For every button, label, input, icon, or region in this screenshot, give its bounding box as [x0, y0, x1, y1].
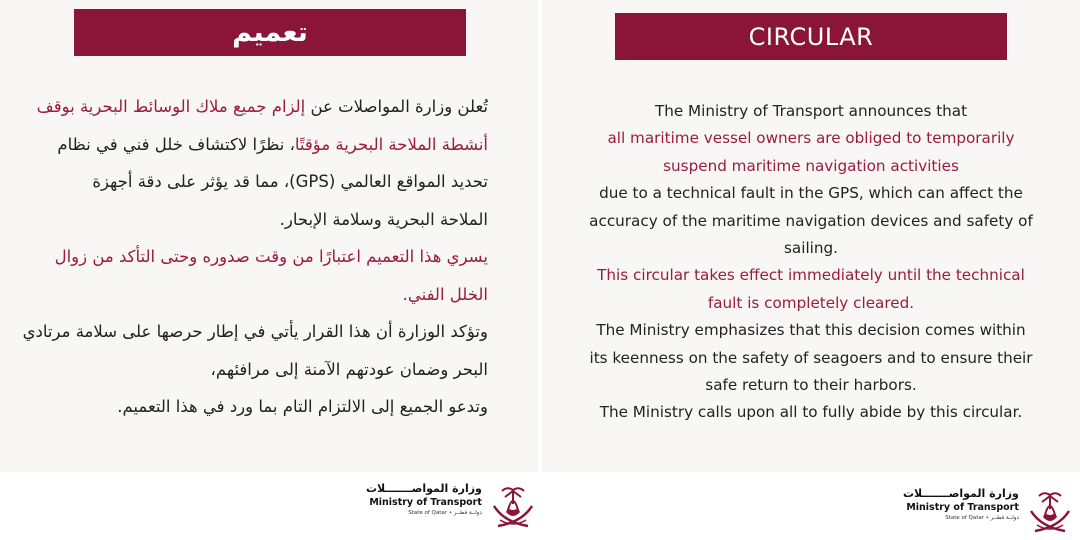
logo-english-name: Ministry of Transport [369, 497, 482, 508]
logo-english-name: Ministry of Transport [906, 502, 1019, 513]
arabic-line: الملاحة البحرية وسلامة الإبحار. [279, 209, 488, 229]
arabic-line-highlight: الخلل الفني. [402, 284, 488, 304]
arabic-line-plain: تُعلن وزارة المواصلات عن [305, 97, 488, 116]
arabic-line-highlight: أنشطة الملاحة البحرية مؤقتًا [294, 134, 488, 154]
arabic-body [22, 88, 488, 426]
arabic-title-banner [74, 9, 466, 56]
arabic-line [40, 126, 488, 164]
english-line: safe return to their harbors. [705, 375, 917, 394]
logo-state-name: State of Qatar • دولــة قطــر [945, 515, 1019, 521]
logo-wordmark [903, 487, 1019, 522]
english-line: The Ministry emphasizes that this decision comes within [596, 321, 1026, 340]
english-line: its keenness on the safety of seagoers and to ensure their [589, 348, 1033, 367]
ministry-logo-left [366, 482, 538, 530]
arabic-line: تحديد المواقع العالمي (GPS)، مما قد يؤثر على دقة أجهزة [92, 172, 488, 191]
arabic-circular-panel [0, 0, 538, 472]
arabic-line-plain: ، نظرًا لاكتشاف خلل فني في نظام [57, 134, 295, 154]
english-line: accuracy of the maritime navigation devices and safety of [589, 211, 1033, 230]
logo-arabic-name: وزارة المواصـــــــلات [903, 487, 1019, 500]
english-line: sailing. [784, 238, 838, 257]
logo-wordmark [366, 482, 482, 517]
english-line-highlight: suspend maritime navigation activities [663, 156, 959, 175]
english-title-banner [615, 13, 1007, 60]
english-line-highlight: fault is completely cleared. [707, 293, 915, 312]
english-title: CIRCULAR [748, 22, 874, 51]
logo-state-name: State of Qatar • دولــة قطــر [408, 510, 482, 516]
qatar-emblem-icon [1025, 487, 1075, 535]
arabic-line-highlight: يسري هذا التعميم اعتبارًا من وقت صدوره وحتى التأكد من زوال [54, 247, 488, 266]
logo-arabic-name: وزارة المواصـــــــلات [366, 482, 482, 495]
arabic-line [36, 88, 488, 126]
english-line: due to a technical fault in the GPS, which can affect the [599, 184, 1023, 203]
english-line: The Ministry calls upon all to fully abide by this circular. [599, 403, 1023, 422]
english-circular-panel [542, 0, 1080, 472]
english-line: The Ministry of Transport announces that [654, 102, 968, 120]
english-line-highlight: all maritime vessel owners are obliged to temporarily [607, 129, 1015, 148]
english-body [568, 98, 1054, 427]
qatar-emblem-icon [488, 482, 538, 530]
english-line-highlight: This circular takes effect immediately until the technical [597, 266, 1025, 285]
arabic-line: وتؤكد الوزارة أن هذا القرار يأتي في إطار حرصها على سلامة مرتادي [22, 322, 488, 341]
arabic-title: تعميم [232, 17, 308, 48]
arabic-line: البحر وضمان عودتهم الآمنة إلى مرافئهم، [210, 359, 488, 379]
arabic-line-highlight: إلزام جميع ملاك الوسائط البحرية بوقف [36, 97, 306, 116]
arabic-line: وتدعو الجميع إلى الالتزام التام بما ورد في هذا التعميم. [117, 397, 488, 416]
ministry-logo-right [903, 487, 1075, 535]
